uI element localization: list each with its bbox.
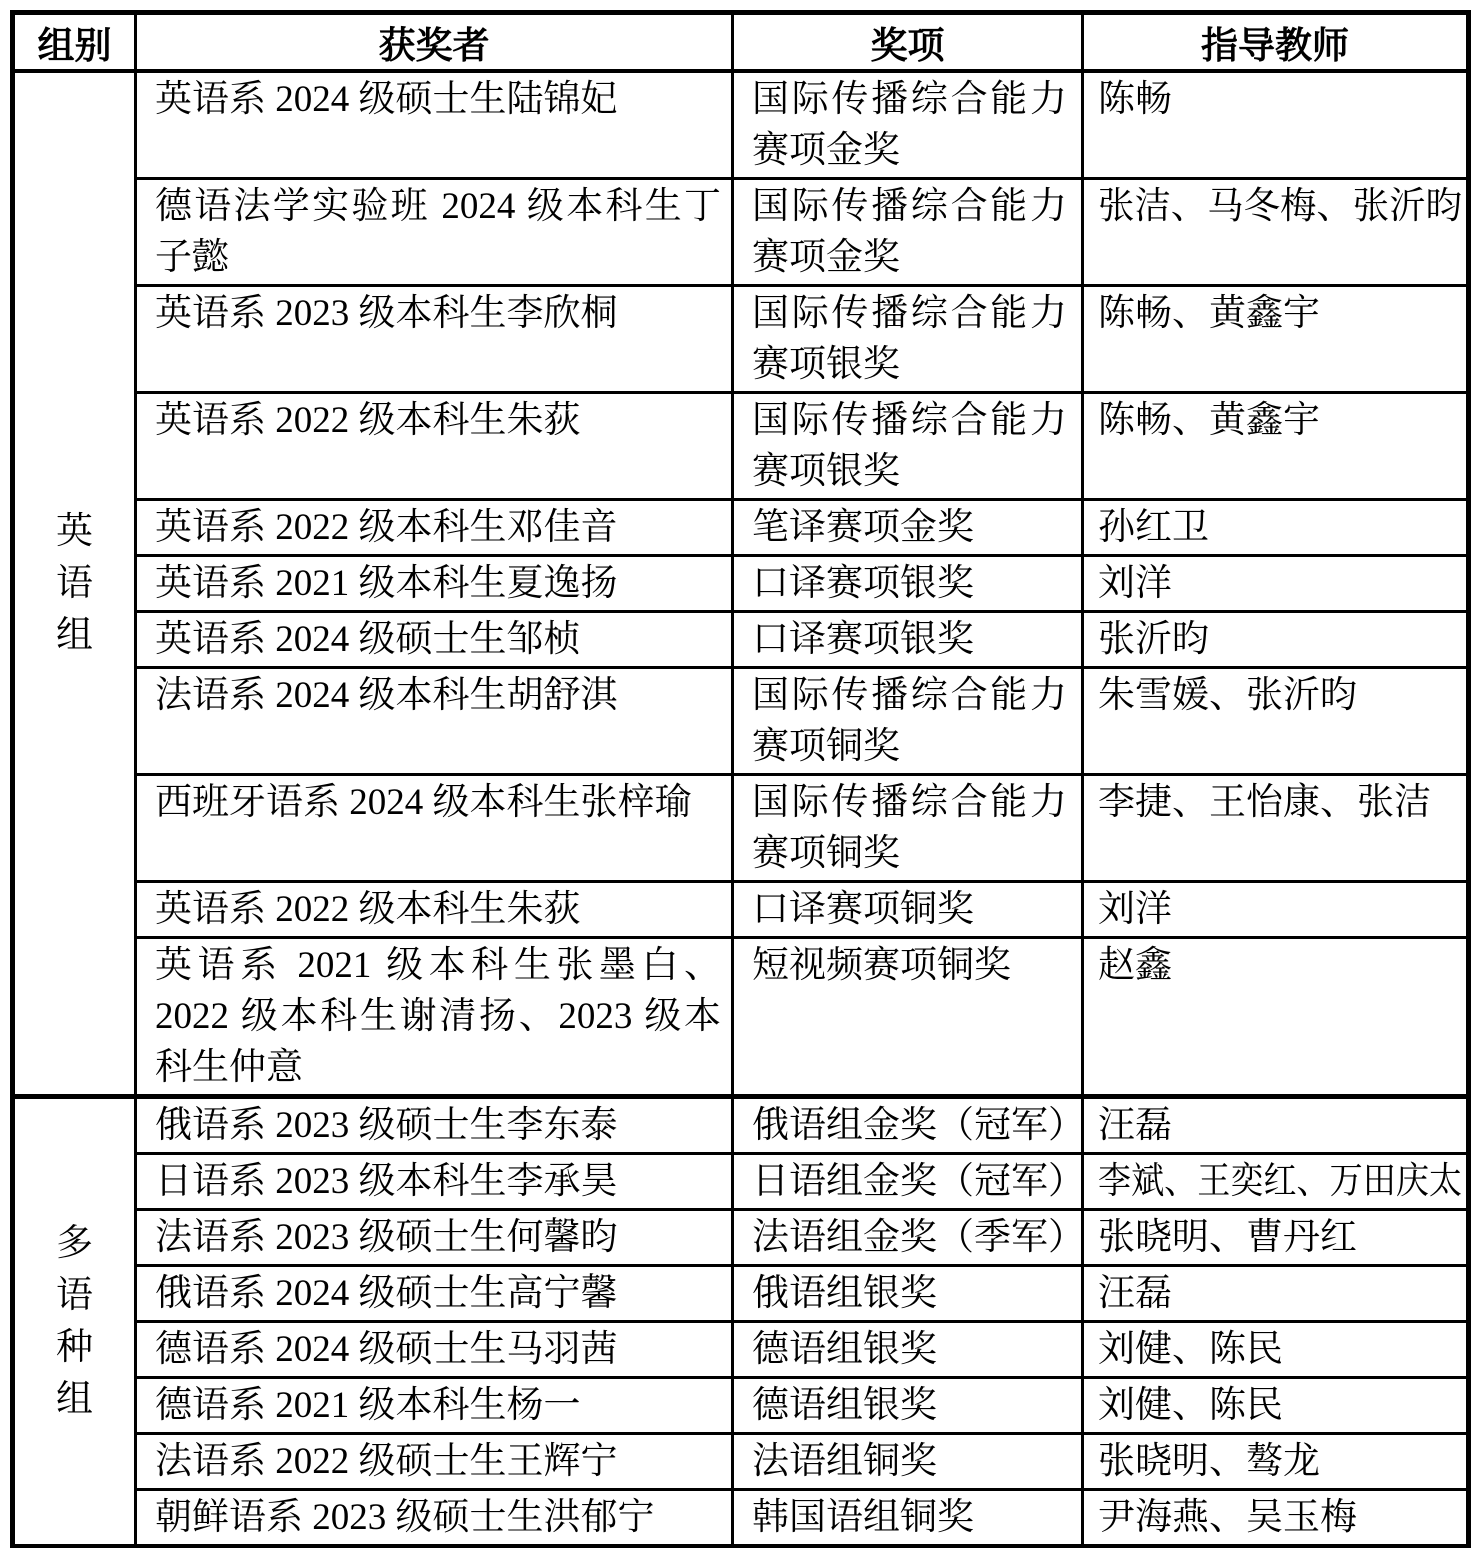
winner-cell: 英语系 2022 级本科生朱荻 [136, 393, 733, 500]
col-header-winner: 获奖者 [136, 13, 733, 72]
winner-cell: 英语系 2023 级本科生李欣桐 [136, 286, 733, 393]
teacher-cell [1083, 556, 1469, 612]
winner-cell: 朝鲜语系 2023 级硕士生洪郁宁 [136, 1490, 733, 1547]
winner-cell: 英语系 2022 级本科生邓佳音 [136, 500, 733, 556]
teacher-cell [1083, 612, 1469, 668]
teacher-cell [1083, 775, 1469, 882]
group-label: 英语组 [56, 510, 93, 656]
teacher-cell [1083, 1154, 1469, 1210]
teacher-names: 刘健、陈民 [1098, 1385, 1283, 1426]
teacher-cell [1083, 500, 1469, 556]
table-row [13, 393, 1469, 500]
winner-cell: 英语系 2024 级硕士生陆锦妃 [136, 71, 733, 179]
teacher-names: 刘洋 [1098, 889, 1172, 930]
table-row [13, 286, 1469, 393]
winner-cell: 俄语系 2023 级硕士生李东泰 [136, 1097, 733, 1154]
table-row [13, 1322, 1469, 1378]
teacher-names: 张沂昀 [1098, 619, 1209, 660]
table-row [13, 775, 1469, 882]
header-row [13, 13, 1469, 72]
table-row [13, 612, 1469, 668]
teacher-names: 张晓明、曹丹红 [1098, 1217, 1357, 1258]
award-table [10, 10, 1471, 1548]
teacher-names: 朱雪媛、张沂昀 [1098, 675, 1357, 716]
teacher-cell [1083, 1322, 1469, 1378]
table-row [13, 938, 1469, 1097]
award-cell: 口译赛项银奖 [733, 556, 1083, 612]
teacher-names: 陈畅、黄鑫宇 [1098, 293, 1320, 334]
award-cell: 短视频赛项铜奖 [733, 938, 1083, 1097]
award-cell: 日语组金奖（冠军） [733, 1154, 1083, 1210]
teacher-cell [1083, 1434, 1469, 1490]
group-label: 多语种组 [56, 1222, 93, 1420]
winner-cell: 法语系 2023 级硕士生何馨昀 [136, 1210, 733, 1266]
group-label-cell [13, 1097, 136, 1547]
teacher-cell [1083, 1378, 1469, 1434]
winner-cell: 英语系 2021 级本科生张墨白、2022 级本科生谢清扬、2023 级本科生仲意 [136, 938, 733, 1097]
table-row [13, 1378, 1469, 1434]
teacher-cell [1083, 1266, 1469, 1322]
teacher-names: 刘健、陈民 [1098, 1329, 1283, 1370]
winner-cell: 俄语系 2024 级硕士生高宁馨 [136, 1266, 733, 1322]
table-row [13, 500, 1469, 556]
teacher-names: 赵鑫 [1098, 945, 1172, 986]
award-cell: 口译赛项银奖 [733, 612, 1083, 668]
award-cell: 国际传播综合能力赛项金奖 [733, 179, 1083, 286]
winner-cell: 法语系 2022 级硕士生王辉宁 [136, 1434, 733, 1490]
teacher-cell [1083, 393, 1469, 500]
award-cell: 口译赛项铜奖 [733, 882, 1083, 938]
col-header-teachers: 指导教师 [1083, 13, 1469, 72]
award-cell: 国际传播综合能力赛项银奖 [733, 393, 1083, 500]
winner-cell: 英语系 2022 级本科生朱荻 [136, 882, 733, 938]
group-label-cell [13, 71, 136, 1097]
table-row [13, 1210, 1469, 1266]
winner-cell: 德语系 2024 级硕士生马羽茜 [136, 1322, 733, 1378]
teacher-names: 尹海燕、吴玉梅 [1098, 1497, 1357, 1538]
teacher-names: 张晓明、骜龙 [1098, 1441, 1320, 1482]
winner-cell: 法语系 2024 级本科生胡舒淇 [136, 668, 733, 775]
teacher-cell [1083, 286, 1469, 393]
table-row [13, 668, 1469, 775]
award-cell: 国际传播综合能力赛项铜奖 [733, 668, 1083, 775]
teacher-cell [1083, 1210, 1469, 1266]
winner-cell: 德语法学实验班 2024 级本科生丁子懿 [136, 179, 733, 286]
table-row [13, 1154, 1469, 1210]
teacher-cell [1083, 1490, 1469, 1547]
teacher-names: 李捷、王怡康、张洁 [1098, 782, 1431, 823]
teacher-cell [1083, 71, 1469, 179]
col-header-award: 奖项 [733, 13, 1083, 72]
table-row [13, 179, 1469, 286]
teacher-names: 孙红卫 [1098, 507, 1209, 548]
col-header-group: 组别 [13, 13, 136, 72]
teacher-names: 汪磊 [1098, 1105, 1172, 1146]
award-cell: 俄语组金奖（冠军） [733, 1097, 1083, 1154]
teacher-cell [1083, 938, 1469, 1097]
table-row [13, 882, 1469, 938]
teacher-names: 汪磊 [1098, 1273, 1172, 1314]
teacher-cell [1083, 1097, 1469, 1154]
winner-cell: 英语系 2024 级硕士生邹桢 [136, 612, 733, 668]
award-cell: 俄语组银奖 [733, 1266, 1083, 1322]
award-cell: 国际传播综合能力赛项金奖 [733, 71, 1083, 179]
winner-cell: 日语系 2023 级本科生李承昊 [136, 1154, 733, 1210]
table-row [13, 556, 1469, 612]
award-cell: 法语组铜奖 [733, 1434, 1083, 1490]
award-cell: 法语组金奖（季军） [733, 1210, 1083, 1266]
teacher-names: 李斌、王奕红、万田庆太 [1098, 1161, 1462, 1202]
winner-cell: 英语系 2021 级本科生夏逸扬 [136, 556, 733, 612]
table-row [13, 1434, 1469, 1490]
award-cell: 国际传播综合能力赛项银奖 [733, 286, 1083, 393]
table-row [13, 1490, 1469, 1547]
teacher-names: 刘洋 [1098, 563, 1172, 604]
teacher-cell [1083, 668, 1469, 775]
teacher-names: 陈畅、黄鑫宇 [1098, 400, 1320, 441]
table-row [13, 1266, 1469, 1322]
award-cell: 国际传播综合能力赛项铜奖 [733, 775, 1083, 882]
award-cell: 德语组银奖 [733, 1322, 1083, 1378]
winner-cell: 西班牙语系 2024 级本科生张梓瑜 [136, 775, 733, 882]
award-cell: 韩国语组铜奖 [733, 1490, 1083, 1547]
award-cell: 笔译赛项金奖 [733, 500, 1083, 556]
award-cell: 德语组银奖 [733, 1378, 1083, 1434]
teacher-names: 陈畅 [1098, 79, 1172, 120]
table-row [13, 71, 1469, 179]
teacher-names: 张洁、马冬梅、张沂昀 [1098, 186, 1462, 227]
teacher-cell [1083, 882, 1469, 938]
teacher-cell [1083, 179, 1469, 286]
winner-cell: 德语系 2021 级本科生杨一 [136, 1378, 733, 1434]
table-row [13, 1097, 1469, 1154]
